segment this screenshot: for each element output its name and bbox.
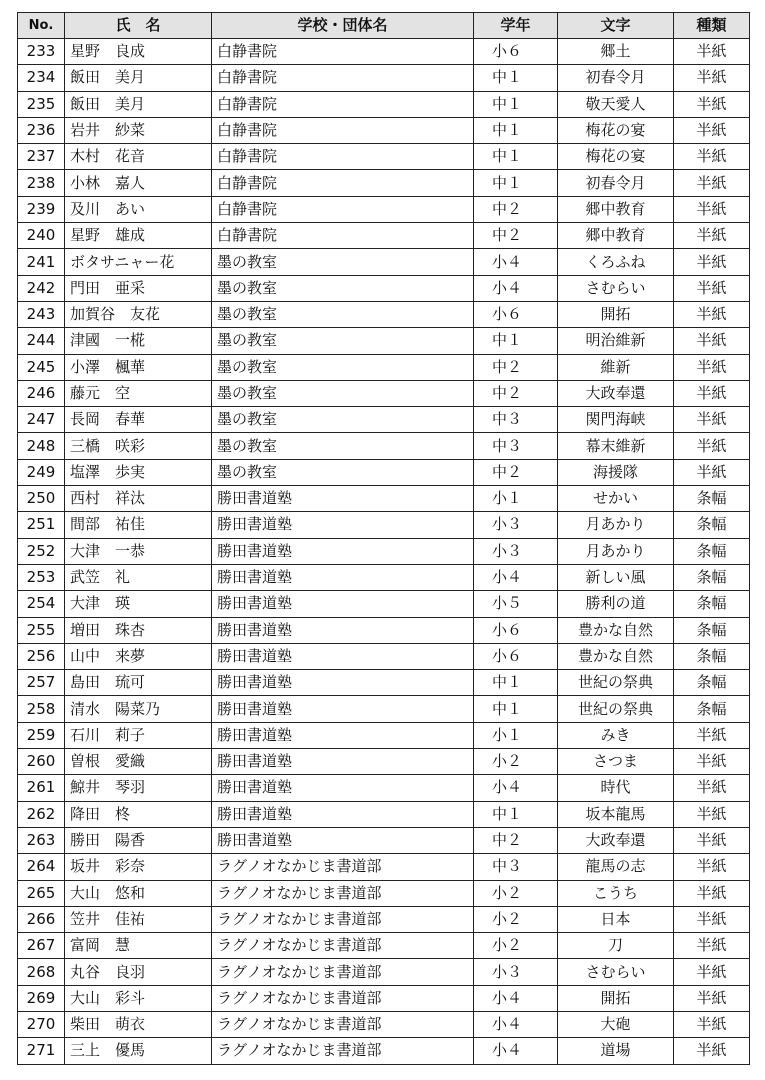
table-row <box>18 959 750 985</box>
cell-grade: 中３ <box>474 407 558 433</box>
cell-no: 236 <box>18 117 65 143</box>
cell-grade: 中１ <box>474 801 558 827</box>
cell-grade: 小２ <box>474 933 558 959</box>
cell-name: 加賀谷 友花 <box>65 301 212 327</box>
cell-type: 半紙 <box>674 459 750 485</box>
cell-name: 小林 嘉人 <box>65 170 212 196</box>
cell-type: 半紙 <box>674 117 750 143</box>
cell-school: ラグノオなかじま書道部 <box>212 1011 474 1037</box>
cell-type: 条幅 <box>674 512 750 538</box>
table-row <box>18 801 750 827</box>
table-row <box>18 749 750 775</box>
cell-school: ラグノオなかじま書道部 <box>212 880 474 906</box>
cell-name: 鯨井 琴羽 <box>65 775 212 801</box>
cell-grade: 小１ <box>474 722 558 748</box>
cell-school: 勝田書道塾 <box>212 538 474 564</box>
cell-school: 白静書院 <box>212 196 474 222</box>
cell-characters: 敬天愛人 <box>558 91 674 117</box>
cell-type: 条幅 <box>674 617 750 643</box>
table-row <box>18 906 750 932</box>
cell-characters: 坂本龍馬 <box>558 801 674 827</box>
cell-no: 250 <box>18 486 65 512</box>
header-type: 種類 <box>674 13 750 39</box>
cell-characters: 道場 <box>558 1038 674 1064</box>
cell-characters: 開拓 <box>558 985 674 1011</box>
cell-school: ラグノオなかじま書道部 <box>212 906 474 932</box>
cell-school: 墨の教室 <box>212 407 474 433</box>
cell-name: 増田 珠杏 <box>65 617 212 643</box>
cell-grade: 小６ <box>474 617 558 643</box>
header-grade: 学年 <box>474 13 558 39</box>
table-row <box>18 301 750 327</box>
cell-type: 半紙 <box>674 933 750 959</box>
cell-grade: 小２ <box>474 749 558 775</box>
cell-no: 259 <box>18 722 65 748</box>
cell-no: 243 <box>18 301 65 327</box>
cell-characters: 日本 <box>558 906 674 932</box>
table-row <box>18 91 750 117</box>
cell-characters: 郷中教育 <box>558 223 674 249</box>
cell-characters: 月あかり <box>558 512 674 538</box>
table-row <box>18 643 750 669</box>
table-row <box>18 880 750 906</box>
table-row <box>18 196 750 222</box>
table-row <box>18 65 750 91</box>
cell-type: 半紙 <box>674 91 750 117</box>
table-row <box>18 486 750 512</box>
cell-type: 半紙 <box>674 301 750 327</box>
cell-school: 勝田書道塾 <box>212 696 474 722</box>
cell-type: 半紙 <box>674 801 750 827</box>
table-row <box>18 985 750 1011</box>
cell-name: 降田 柊 <box>65 801 212 827</box>
cell-name: 大山 悠和 <box>65 880 212 906</box>
cell-school: 白静書院 <box>212 170 474 196</box>
cell-name: 長岡 春華 <box>65 407 212 433</box>
cell-name: 曽根 愛織 <box>65 749 212 775</box>
cell-no: 258 <box>18 696 65 722</box>
cell-type: 条幅 <box>674 696 750 722</box>
cell-name: 飯田 美月 <box>65 91 212 117</box>
cell-school: 白静書院 <box>212 91 474 117</box>
cell-grade: 中１ <box>474 670 558 696</box>
cell-type: 半紙 <box>674 1011 750 1037</box>
cell-type: 半紙 <box>674 854 750 880</box>
table-row <box>18 670 750 696</box>
cell-no: 238 <box>18 170 65 196</box>
cell-name: 三上 優馬 <box>65 1038 212 1064</box>
cell-school: 白静書院 <box>212 144 474 170</box>
cell-characters: 初春令月 <box>558 65 674 91</box>
cell-grade: 中２ <box>474 354 558 380</box>
cell-name: 塩澤 歩実 <box>65 459 212 485</box>
cell-no: 252 <box>18 538 65 564</box>
header-row <box>18 13 750 39</box>
cell-name: 星野 雄成 <box>65 223 212 249</box>
cell-grade: 中２ <box>474 459 558 485</box>
cell-type: 半紙 <box>674 249 750 275</box>
cell-no: 263 <box>18 827 65 853</box>
cell-characters: くろふね <box>558 249 674 275</box>
cell-type: 条幅 <box>674 643 750 669</box>
cell-characters: 豊かな自然 <box>558 643 674 669</box>
cell-type: 半紙 <box>674 380 750 406</box>
cell-characters: せかい <box>558 486 674 512</box>
cell-name: 坂井 彩奈 <box>65 854 212 880</box>
cell-characters: さむらい <box>558 959 674 985</box>
cell-grade: 小４ <box>474 564 558 590</box>
table-row <box>18 249 750 275</box>
cell-grade: 小１ <box>474 486 558 512</box>
cell-no: 239 <box>18 196 65 222</box>
cell-no: 256 <box>18 643 65 669</box>
cell-type: 半紙 <box>674 433 750 459</box>
cell-no: 269 <box>18 985 65 1011</box>
cell-school: 勝田書道塾 <box>212 512 474 538</box>
cell-grade: 中２ <box>474 827 558 853</box>
cell-school: 白静書院 <box>212 65 474 91</box>
cell-type: 半紙 <box>674 170 750 196</box>
cell-no: 241 <box>18 249 65 275</box>
table-row <box>18 591 750 617</box>
cell-name: 清水 陽菜乃 <box>65 696 212 722</box>
cell-grade: 小６ <box>474 301 558 327</box>
cell-name: 木村 花音 <box>65 144 212 170</box>
cell-type: 半紙 <box>674 144 750 170</box>
cell-school: ラグノオなかじま書道部 <box>212 959 474 985</box>
cell-no: 265 <box>18 880 65 906</box>
table-row <box>18 380 750 406</box>
cell-name: ボタサニャー花 <box>65 249 212 275</box>
cell-type: 半紙 <box>674 39 750 65</box>
cell-name: 柴田 萌衣 <box>65 1011 212 1037</box>
table-row <box>18 144 750 170</box>
cell-no: 235 <box>18 91 65 117</box>
table-row <box>18 275 750 301</box>
cell-type: 半紙 <box>674 985 750 1011</box>
cell-characters: 豊かな自然 <box>558 617 674 643</box>
cell-name: 大津 一恭 <box>65 538 212 564</box>
cell-characters: 新しい風 <box>558 564 674 590</box>
cell-school: 墨の教室 <box>212 301 474 327</box>
cell-school: 墨の教室 <box>212 433 474 459</box>
cell-grade: 中１ <box>474 65 558 91</box>
header-school: 学校・団体名 <box>212 13 474 39</box>
cell-grade: 中１ <box>474 117 558 143</box>
cell-no: 255 <box>18 617 65 643</box>
cell-characters: さつま <box>558 749 674 775</box>
cell-name: 及川 あい <box>65 196 212 222</box>
document-page <box>17 12 750 1065</box>
cell-characters: 刀 <box>558 933 674 959</box>
cell-characters: 郷中教育 <box>558 196 674 222</box>
cell-characters: みき <box>558 722 674 748</box>
cell-grade: 小３ <box>474 512 558 538</box>
cell-characters: 世紀の祭典 <box>558 670 674 696</box>
table-row <box>18 170 750 196</box>
cell-name: 富岡 慧 <box>65 933 212 959</box>
cell-characters: 初春令月 <box>558 170 674 196</box>
cell-characters: 大砲 <box>558 1011 674 1037</box>
cell-characters: 梅花の宴 <box>558 117 674 143</box>
cell-name: 西村 祥汰 <box>65 486 212 512</box>
cell-school: 墨の教室 <box>212 328 474 354</box>
cell-no: 267 <box>18 933 65 959</box>
cell-school: 白静書院 <box>212 39 474 65</box>
cell-characters: 大政奉還 <box>558 827 674 853</box>
cell-no: 257 <box>18 670 65 696</box>
cell-name: 勝田 陽香 <box>65 827 212 853</box>
cell-school: 勝田書道塾 <box>212 564 474 590</box>
table-row <box>18 407 750 433</box>
cell-grade: 小３ <box>474 959 558 985</box>
cell-type: 半紙 <box>674 775 750 801</box>
cell-characters: 開拓 <box>558 301 674 327</box>
table-row <box>18 1011 750 1037</box>
cell-type: 半紙 <box>674 749 750 775</box>
cell-no: 237 <box>18 144 65 170</box>
cell-name: 小澤 楓華 <box>65 354 212 380</box>
cell-type: 条幅 <box>674 591 750 617</box>
cell-grade: 小５ <box>474 591 558 617</box>
cell-grade: 中１ <box>474 144 558 170</box>
cell-name: 間部 祐佳 <box>65 512 212 538</box>
cell-no: 261 <box>18 775 65 801</box>
cell-no: 234 <box>18 65 65 91</box>
cell-type: 半紙 <box>674 722 750 748</box>
cell-no: 244 <box>18 328 65 354</box>
cell-grade: 中２ <box>474 380 558 406</box>
cell-no: 262 <box>18 801 65 827</box>
cell-type: 半紙 <box>674 354 750 380</box>
cell-grade: 小２ <box>474 906 558 932</box>
cell-type: 条幅 <box>674 564 750 590</box>
table-row <box>18 1038 750 1064</box>
cell-grade: 小４ <box>474 985 558 1011</box>
table-row <box>18 617 750 643</box>
cell-grade: 中１ <box>474 328 558 354</box>
cell-type: 半紙 <box>674 959 750 985</box>
table-row <box>18 854 750 880</box>
cell-school: 墨の教室 <box>212 275 474 301</box>
table-row <box>18 775 750 801</box>
cell-type: 半紙 <box>674 223 750 249</box>
cell-characters: 勝利の道 <box>558 591 674 617</box>
table-row <box>18 459 750 485</box>
cell-name: 藤元 空 <box>65 380 212 406</box>
cell-school: ラグノオなかじま書道部 <box>212 933 474 959</box>
cell-name: 飯田 美月 <box>65 65 212 91</box>
entry-table <box>17 12 750 1065</box>
cell-characters: 時代 <box>558 775 674 801</box>
cell-characters: 梅花の宴 <box>558 144 674 170</box>
cell-school: 勝田書道塾 <box>212 775 474 801</box>
cell-name: 三橋 咲彩 <box>65 433 212 459</box>
table-row <box>18 354 750 380</box>
cell-name: 岩井 紗菜 <box>65 117 212 143</box>
cell-no: 242 <box>18 275 65 301</box>
cell-no: 271 <box>18 1038 65 1064</box>
cell-school: 墨の教室 <box>212 249 474 275</box>
table-row <box>18 512 750 538</box>
cell-school: ラグノオなかじま書道部 <box>212 1038 474 1064</box>
cell-no: 260 <box>18 749 65 775</box>
table-row <box>18 328 750 354</box>
cell-name: 門田 亜采 <box>65 275 212 301</box>
cell-no: 253 <box>18 564 65 590</box>
cell-grade: 中３ <box>474 854 558 880</box>
cell-school: 勝田書道塾 <box>212 486 474 512</box>
cell-type: 半紙 <box>674 65 750 91</box>
cell-characters: 海援隊 <box>558 459 674 485</box>
cell-school: 勝田書道塾 <box>212 617 474 643</box>
cell-name: 島田 琉可 <box>65 670 212 696</box>
cell-school: 白静書院 <box>212 223 474 249</box>
table-row <box>18 433 750 459</box>
cell-no: 254 <box>18 591 65 617</box>
cell-school: 勝田書道塾 <box>212 643 474 669</box>
cell-grade: 中１ <box>474 170 558 196</box>
cell-school: 墨の教室 <box>212 459 474 485</box>
cell-no: 246 <box>18 380 65 406</box>
cell-type: 半紙 <box>674 880 750 906</box>
table-row <box>18 538 750 564</box>
cell-school: 勝田書道塾 <box>212 722 474 748</box>
cell-school: 墨の教室 <box>212 354 474 380</box>
cell-grade: 中１ <box>474 696 558 722</box>
table-row <box>18 696 750 722</box>
cell-type: 半紙 <box>674 196 750 222</box>
cell-name: 武笠 礼 <box>65 564 212 590</box>
cell-grade: 小４ <box>474 1038 558 1064</box>
cell-grade: 小２ <box>474 880 558 906</box>
cell-grade: 小４ <box>474 1011 558 1037</box>
cell-type: 半紙 <box>674 827 750 853</box>
cell-characters: 世紀の祭典 <box>558 696 674 722</box>
cell-grade: 小４ <box>474 775 558 801</box>
cell-type: 条幅 <box>674 486 750 512</box>
table-row <box>18 933 750 959</box>
header-no: No. <box>18 13 65 39</box>
cell-no: 264 <box>18 854 65 880</box>
cell-school: 勝田書道塾 <box>212 591 474 617</box>
cell-name: 石川 莉子 <box>65 722 212 748</box>
cell-name: 星野 良成 <box>65 39 212 65</box>
table-body <box>18 39 750 1065</box>
cell-no: 245 <box>18 354 65 380</box>
table-row <box>18 722 750 748</box>
cell-school: ラグノオなかじま書道部 <box>212 985 474 1011</box>
cell-name: 笠井 佳祐 <box>65 906 212 932</box>
cell-characters: 龍馬の志 <box>558 854 674 880</box>
cell-type: 半紙 <box>674 1038 750 1064</box>
cell-school: 勝田書道塾 <box>212 670 474 696</box>
cell-type: 半紙 <box>674 328 750 354</box>
table-row <box>18 827 750 853</box>
cell-no: 248 <box>18 433 65 459</box>
cell-grade: 中１ <box>474 91 558 117</box>
cell-grade: 小４ <box>474 275 558 301</box>
cell-name: 大山 彩斗 <box>65 985 212 1011</box>
cell-characters: さむらい <box>558 275 674 301</box>
cell-grade: 小４ <box>474 249 558 275</box>
cell-school: 墨の教室 <box>212 380 474 406</box>
cell-name: 山中 来夢 <box>65 643 212 669</box>
cell-characters: 幕末維新 <box>558 433 674 459</box>
cell-no: 266 <box>18 906 65 932</box>
cell-school: 勝田書道塾 <box>212 749 474 775</box>
cell-characters: 月あかり <box>558 538 674 564</box>
cell-name: 大津 瑛 <box>65 591 212 617</box>
header-characters: 文字 <box>558 13 674 39</box>
table-header <box>18 13 750 39</box>
cell-school: 白静書院 <box>212 117 474 143</box>
cell-type: 半紙 <box>674 407 750 433</box>
cell-type: 半紙 <box>674 906 750 932</box>
header-name: 氏 名 <box>65 13 212 39</box>
cell-school: 勝田書道塾 <box>212 827 474 853</box>
cell-characters: 郷土 <box>558 39 674 65</box>
cell-characters: 明治維新 <box>558 328 674 354</box>
cell-no: 233 <box>18 39 65 65</box>
cell-grade: 小６ <box>474 643 558 669</box>
cell-no: 249 <box>18 459 65 485</box>
cell-name: 津國 一椛 <box>65 328 212 354</box>
cell-school: 勝田書道塾 <box>212 801 474 827</box>
table-row <box>18 39 750 65</box>
cell-no: 268 <box>18 959 65 985</box>
cell-grade: 中２ <box>474 196 558 222</box>
cell-no: 247 <box>18 407 65 433</box>
cell-no: 251 <box>18 512 65 538</box>
cell-type: 半紙 <box>674 275 750 301</box>
cell-characters: こうち <box>558 880 674 906</box>
cell-grade: 小３ <box>474 538 558 564</box>
cell-type: 条幅 <box>674 670 750 696</box>
table-row <box>18 564 750 590</box>
cell-characters: 大政奉還 <box>558 380 674 406</box>
table-row <box>18 117 750 143</box>
cell-characters: 関門海峡 <box>558 407 674 433</box>
cell-grade: 中２ <box>474 223 558 249</box>
cell-grade: 中３ <box>474 433 558 459</box>
cell-school: ラグノオなかじま書道部 <box>212 854 474 880</box>
cell-grade: 小６ <box>474 39 558 65</box>
cell-name: 丸谷 良羽 <box>65 959 212 985</box>
cell-no: 240 <box>18 223 65 249</box>
cell-characters: 維新 <box>558 354 674 380</box>
cell-type: 条幅 <box>674 538 750 564</box>
cell-no: 270 <box>18 1011 65 1037</box>
table-row <box>18 223 750 249</box>
